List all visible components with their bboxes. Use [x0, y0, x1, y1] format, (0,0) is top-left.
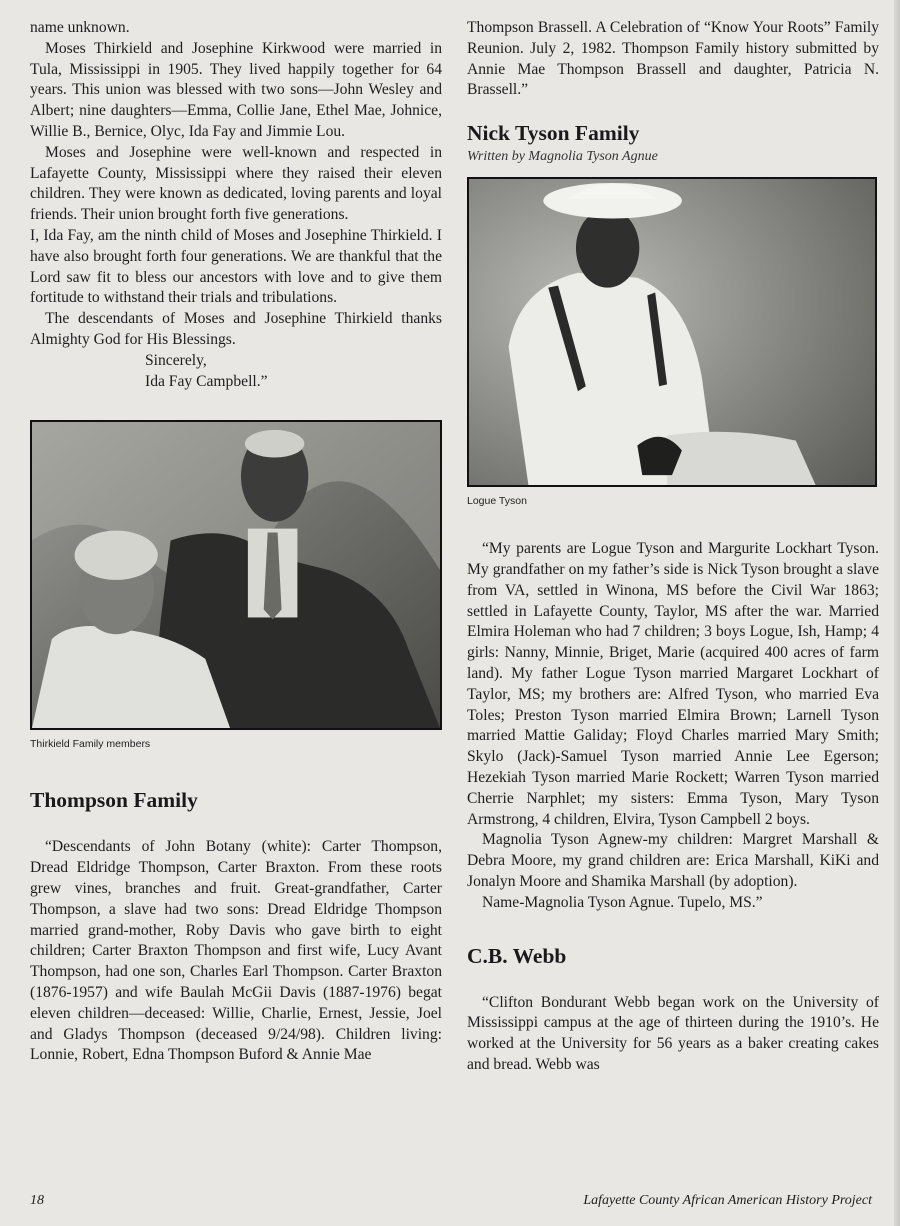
- tyson-text: [467, 539, 879, 913]
- paragraph: Moses and Josephine were well-known and respected in Lafayette County, Mississippi where they raised their eleven children. They were known as dedicated, loving parents and loyal friends. Their union brought forth five generations.: [30, 143, 442, 224]
- photo-caption: Logue Tyson: [467, 495, 527, 508]
- paragraph: The descendants of Moses and Josephine Thirkield thanks Almighty God for His Blessings.: [30, 310, 442, 348]
- byline: Written by Magnolia Tyson Agnue: [467, 149, 658, 165]
- paragraph: Moses Thirkield and Josephine Kirkwood were married in Tula, Mississippi in 1905. They lived happily together for 64 years. This union was blessed with two sons—John Wesley and Albert; nine daughters—Emma, Collie Jane, Ethel Mae, Johnice, Willie B., Bernice, Olyc, Ida Fay and Jimmie Lou.: [30, 39, 442, 140]
- thirkield-letter: [30, 18, 442, 392]
- thompson-paragraph: “Descendants of John Botany (white): Carter Thompson, Dread Eldridge Thompson, Carter Braxton. From these roots grew vines, branches and fruit. Great-grandfather, Carter Thompson, a slave had two sons: Dread Eldridge Thompson married grand-mother, Roby Davis who gave birth to eight children; Carter Braxton Thompson and first wife, Lucy Avant Thompson, had one son, Charles Earl Thompson. Carter Braxton (1876-1957) and wife Baulah McGii Davis (1887-1976) begat eleven children—deceased: Willie, Charlie, Ernest, Jessie, Joel and Gladys Thompson (deceased 9/24/98). Children living: Lonnie, Robert, Edna Thompson Buford & Annie Mae: [30, 838, 442, 1064]
- thirkield-family-photo: [30, 420, 442, 730]
- paragraph: name unknown.: [30, 19, 130, 36]
- right-column: [467, 18, 879, 1076]
- thompson-continued: Thompson Brassell. A Celebration of “Know Your Roots” Family Reunion. July 2, 1982. Thompson Family history submitted by Annie Mae Thompson Brassell and daughter, Patricia N. Brassell.”: [467, 19, 879, 99]
- paragraph: Magnolia Tyson Agnew-my children: Margret Marshall & Debra Moore, my grand children are: Erica Marshall, KiKi and Jonalyn Moore and Shamika Marshall (by adoption).: [467, 831, 879, 890]
- left-column: [30, 18, 442, 1066]
- paragraph: I, Ida Fay, am the ninth child of Moses and Josephine Thirkield. I have also brought forth four generations. We are thankful that the Lord saw fit to bless our ancestors with love and to give them fortitude to withstand their trials and tribulations.: [30, 226, 442, 307]
- cb-webb-heading: C.B. Webb: [467, 943, 567, 968]
- page-number: 18: [30, 1193, 44, 1208]
- paragraph: “My parents are Logue Tyson and Margurite Lockhart Tyson. My grandfather on my father’s side is Nick Tyson brought a slave from VA, settled in Winona, MS before the Civil War 1863; settled in Lafayette County, Taylor, MS after the war. Married Elmira Holeman who had 7 children; 3 boys Logue, Ish, Hamp; 4 girls: Nanny, Minnie, Briget, Marie (acquired 400 acres of farm land). My father Logue Tyson married Margaret Lockhart of Taylor, MS; my brothers are: Alfred Tyson, who married Eva Toles; Preston Tyson married Elmira Brown; Larnell Tyson married Mattie Galiday; Floyd Charles married Mary Smith; Skylo (Jack)-Samuel Tyson married Annie Lee Egerson; Hezekiah Tyson married Marie Rockett; Warren Tyson married Cherrie Narphlet; my sisters: Emma Tyson, Mary Tyson Armstrong, 4 children, Elvira, Tyson Campbell 2 boys.: [467, 540, 879, 828]
- logue-tyson-photo: [467, 177, 877, 487]
- publication-title: Lafayette County African American History Project: [583, 1193, 872, 1208]
- thompson-family-heading: Thompson Family: [30, 788, 198, 813]
- page-edge: [894, 0, 900, 1226]
- webb-paragraph: “Clifton Bondurant Webb began work on the University of Mississippi campus at the age of thirteen during the 1910’s. He worked at the University for 56 years as a baker creating cakes and bread. Webb was: [467, 993, 879, 1073]
- photo-caption: Thirkield Family members: [30, 738, 151, 751]
- nick-tyson-family-heading: Nick Tyson Family: [467, 121, 640, 146]
- paragraph: Name-Magnolia Tyson Agnue. Tupelo, MS.”: [482, 893, 763, 911]
- signature: Ida Fay Campbell.”: [145, 372, 268, 390]
- closing: Sincerely,: [145, 351, 207, 369]
